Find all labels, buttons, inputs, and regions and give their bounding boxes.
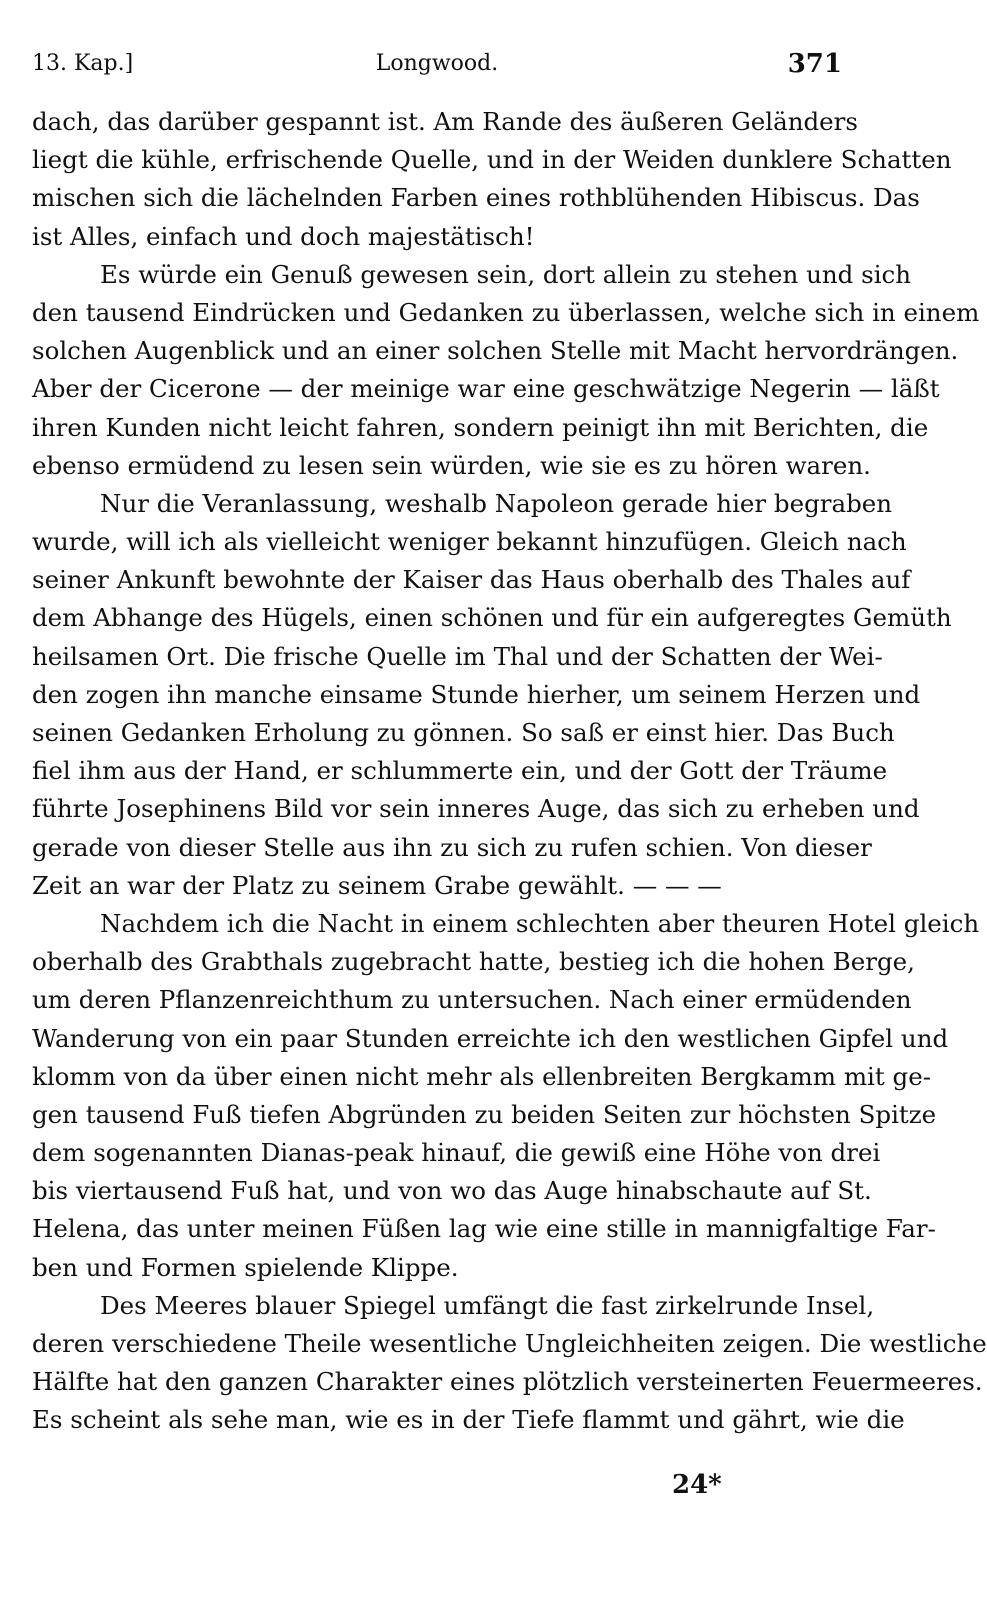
text-line: Nur die Veranlassung, weshalb Napoleon gerade hier begraben xyxy=(100,488,893,518)
text-line: Helena, das unter meinen Füßen lag wie eine stille in mannigfaltige Far- xyxy=(32,1214,936,1244)
paragraph xyxy=(32,256,980,485)
text-line: ben und Formen spielende Klippe. xyxy=(32,1252,459,1282)
running-head xyxy=(32,46,842,82)
text-line: mischen sich die lächelnden Farben eines rothblühenden Hibiscus. Das xyxy=(32,183,920,213)
paragraph xyxy=(32,1287,987,1440)
text-line: gen tausend Fuß tiefen Abgründen zu beiden Seiten zur höchsten Spitze xyxy=(32,1099,937,1129)
text-line: dem Abhange des Hügels, einen schönen und für ein aufgeregtes Gemüth xyxy=(32,603,952,633)
text-line: gerade von dieser Stelle aus ihn zu sich zu rufen schien. Von dieser xyxy=(32,832,872,862)
text-line: oberhalb des Grabthals zugebracht hatte, bestieg ich die hohen Berge, xyxy=(32,947,915,977)
paragraph xyxy=(32,905,980,1287)
text-line: Es scheint als sehe man, wie es in der Tiefe flammt und gährt, wie die xyxy=(32,1405,905,1435)
text-line: Nachdem ich die Nacht in einem schlechten aber theuren Hotel gleich xyxy=(100,908,980,938)
text-line: Es würde ein Genuß gewesen sein, dort allein zu stehen und sich xyxy=(100,259,912,289)
text-line: den zogen ihn manche einsame Stunde hierher, um seinem Herzen und xyxy=(32,679,921,709)
text-line: deren verschiedene Theile wesentliche Ungleichheiten zeigen. Die westliche xyxy=(32,1329,987,1358)
signature-mark: 24* xyxy=(672,1470,722,1500)
body-text xyxy=(32,103,987,1440)
text-line: ihren Kunden nicht leicht fahren, sondern peinigt ihn mit Berichten, die xyxy=(32,412,929,442)
paragraph xyxy=(32,103,952,256)
text-line: wurde, will ich als vielleicht weniger bekannt hinzufügen. Gleich nach xyxy=(32,527,907,557)
text-line: Wanderung von ein paar Stunden erreichte ich den westlichen Gipfel und xyxy=(32,1023,949,1053)
text-line: ist Alles, einfach und doch majestätisch! xyxy=(32,221,535,251)
text-line: den tausend Eindrücken und Gedanken zu überlassen, welche sich in einem xyxy=(32,297,980,327)
page-number: 371 xyxy=(787,49,842,79)
text-line: solchen Augenblick und an einer solchen Stelle mit Macht hervordrängen. xyxy=(32,336,959,366)
text-line: liegt die kühle, erfrischende Quelle, und in der Weiden dunklere Schatten xyxy=(32,145,952,175)
text-line: seiner Ankunft bewohnte der Kaiser das Haus oberhalb des Thales auf xyxy=(32,565,911,595)
running-title: Longwood. xyxy=(375,51,499,76)
text-line: klomm von da über einen nicht mehr als ellenbreiten Bergkamm mit ge- xyxy=(32,1061,931,1091)
text-line: bis viertausend Fuß hat, und von wo das Auge hinabschaute auf St. xyxy=(32,1176,872,1206)
paragraph xyxy=(32,485,952,905)
text-line: Aber der Cicerone — der meinige war eine geschwätzige Negerin — läßt xyxy=(32,374,940,404)
text-line: dach, das darüber gespannt ist. Am Rande des äußeren Geländers xyxy=(32,107,858,136)
text-line: heilsamen Ort. Die frische Quelle im Thal und der Schatten der Wei- xyxy=(32,641,883,671)
text-line: seinen Gedanken Erholung zu gönnen. So saß er einst hier. Das Buch xyxy=(32,718,895,747)
text-line: um deren Pflanzenreichthum zu untersuchen. Nach einer ermüdenden xyxy=(32,985,912,1015)
text-line: ebenso ermüdend zu lesen sein würden, wie sie es zu hören waren. xyxy=(32,450,871,480)
text-line: fiel ihm aus der Hand, er schlummerte ein, und der Gott der Träume xyxy=(32,756,888,786)
chapter-label: 13. Kap.] xyxy=(32,51,134,76)
text-line: führte Josephinens Bild vor sein inneres Auge, das sich zu erheben und xyxy=(32,794,920,824)
text-line: Hälfte hat den ganzen Charakter eines plötzlich versteinerten Feuermeeres. xyxy=(32,1367,983,1397)
text-line: Des Meeres blauer Spiegel umfängt die fast zirkelrunde Insel, xyxy=(100,1290,875,1320)
text-line: Zeit an war der Platz zu seinem Grabe gewählt. — — — xyxy=(32,870,722,900)
text-line: dem sogenannten Dianas-peak hinauf, die gewiß eine Höhe von drei xyxy=(32,1138,881,1168)
